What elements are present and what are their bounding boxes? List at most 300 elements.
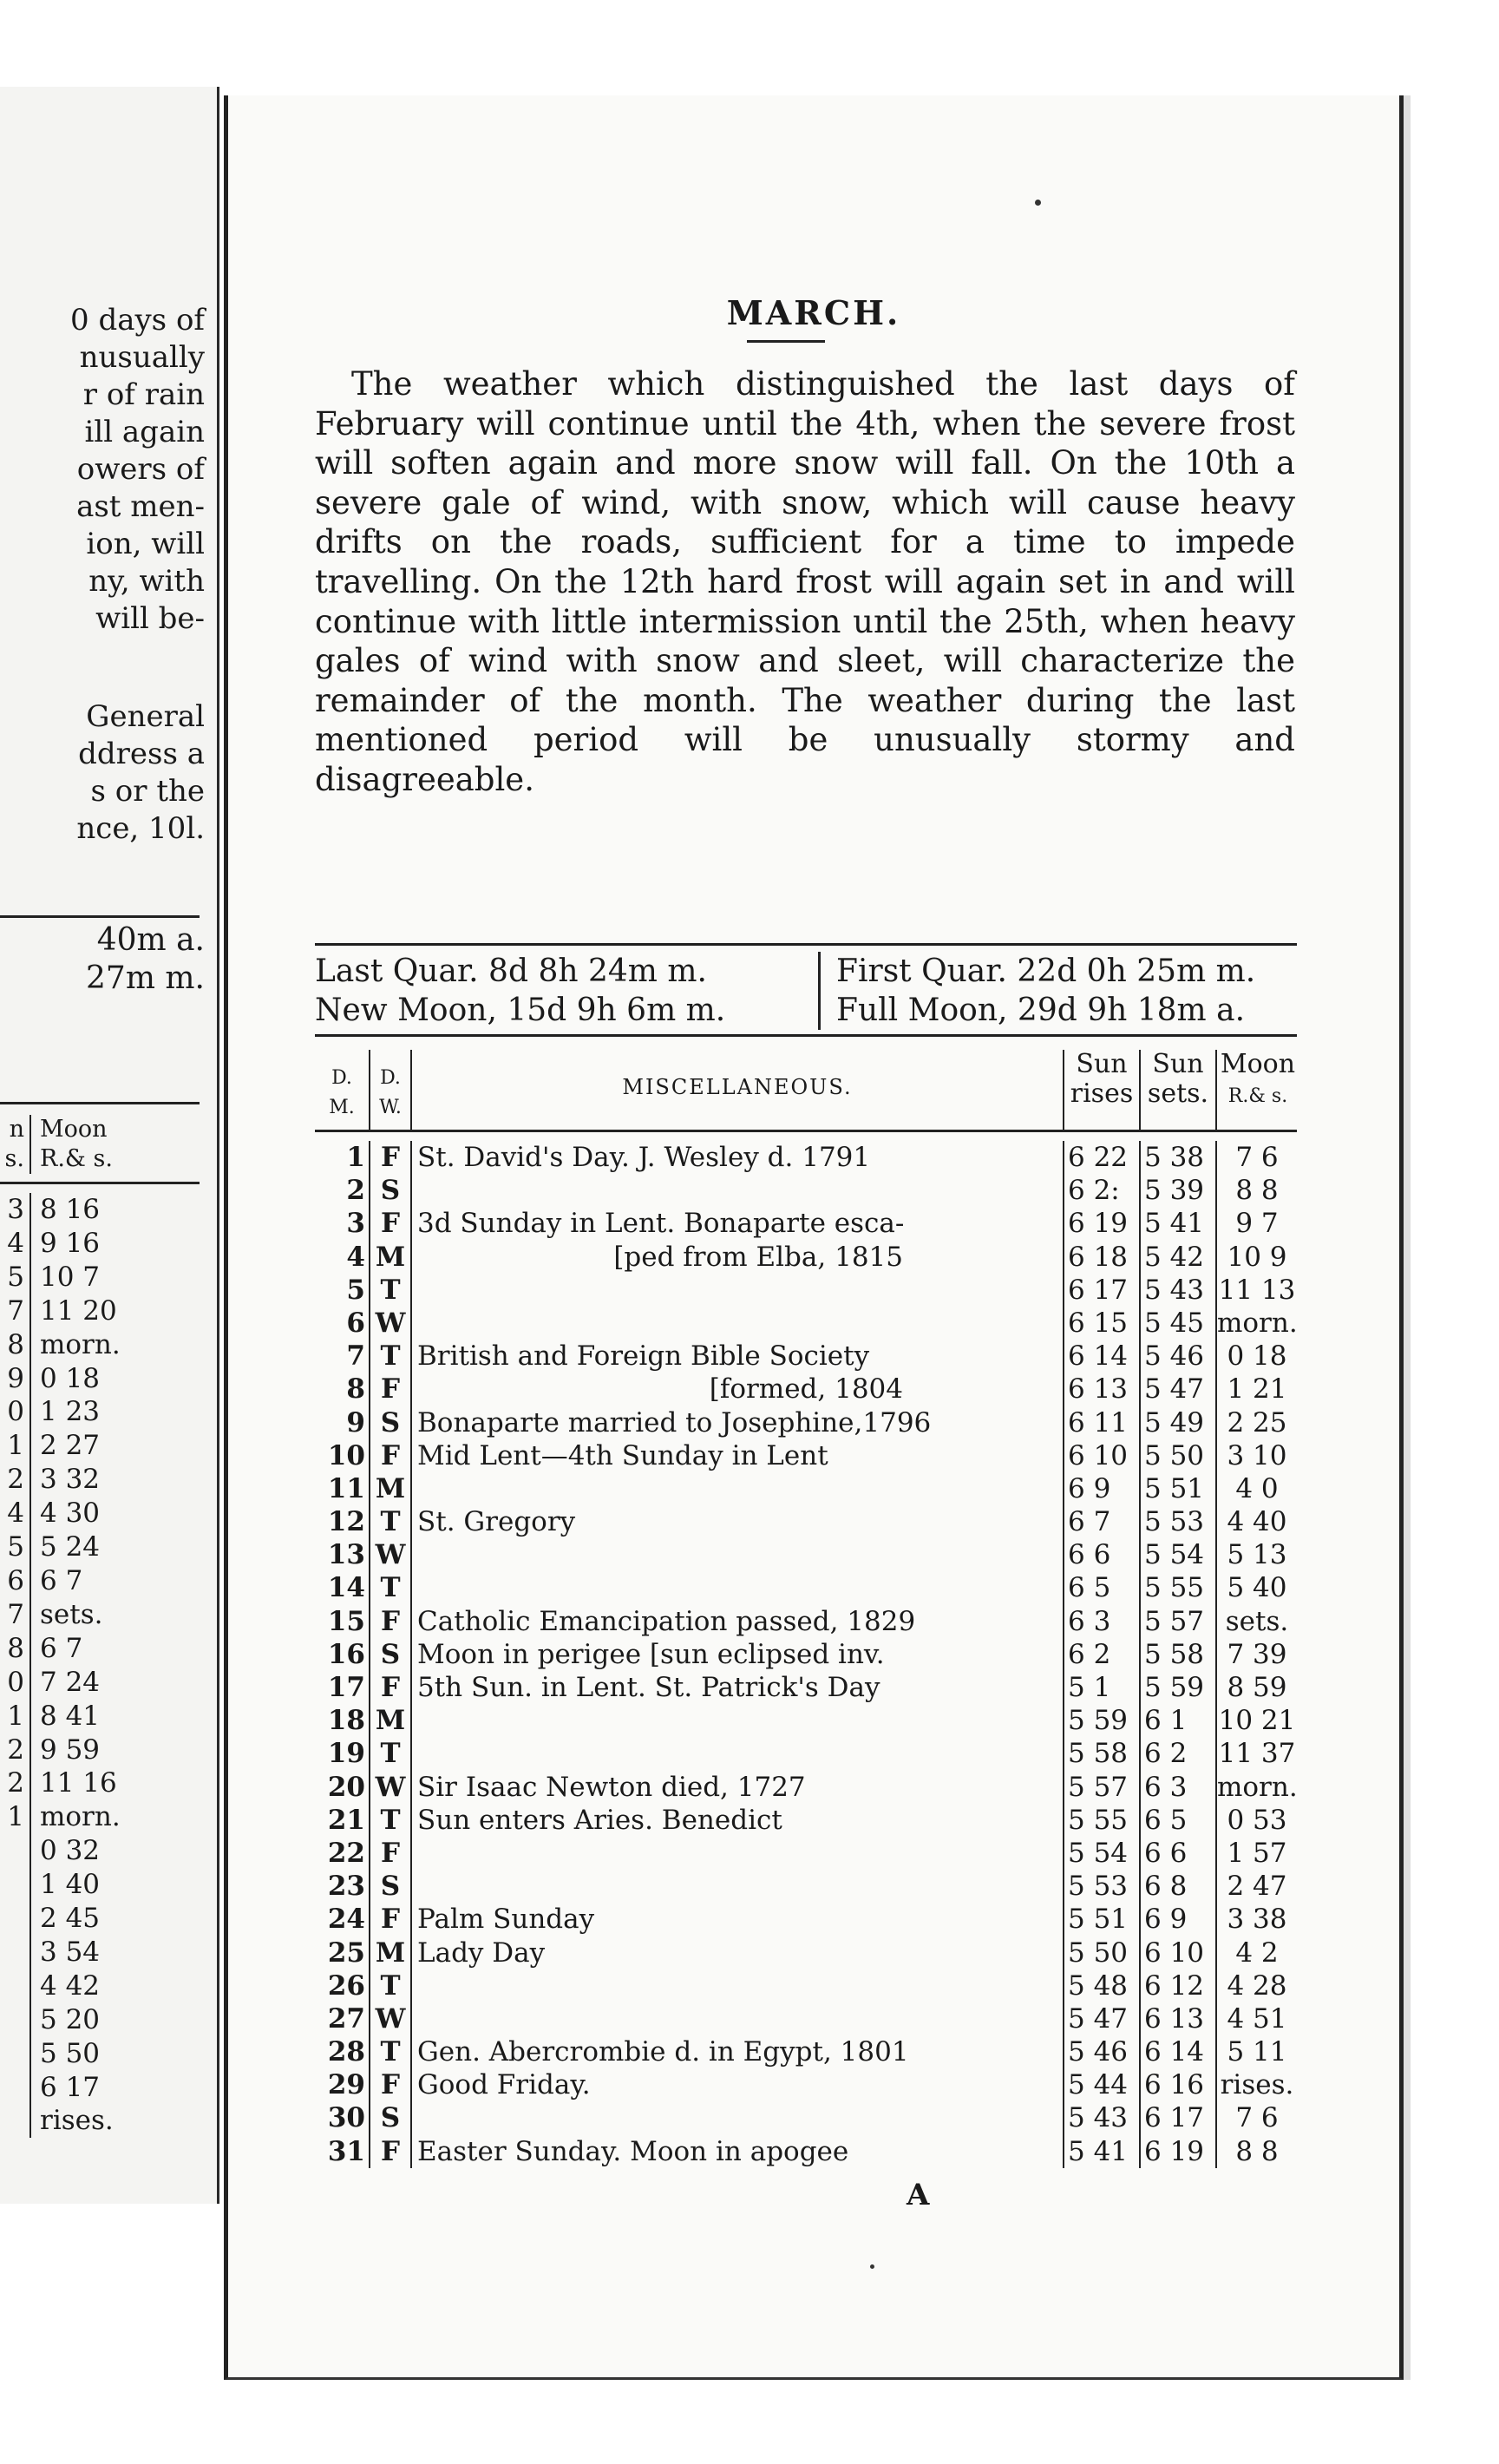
previous-table-row [0, 1902, 217, 1936]
previous-cell: 6 [0, 1564, 31, 1598]
previous-moon-header-2: R.& s. [40, 1145, 113, 1172]
previous-phase-1: 40m a. [96, 922, 205, 958]
previous-table-row [0, 2037, 217, 2071]
day-of-month: 9 [346, 1406, 365, 1438]
sun-rises: 5 44 [1063, 2068, 1137, 2101]
event-text: Good Friday. [417, 2069, 591, 2101]
moon-phases-right [818, 952, 1315, 1030]
moon-top: Moon [1220, 1049, 1296, 1079]
moon-rise-set: 8 59 [1215, 1671, 1297, 1704]
day-of-week-header [369, 1050, 410, 1130]
moon-rise-set: 8 8 [1215, 1174, 1297, 1207]
previous-cell [0, 1936, 31, 1969]
previous-table-row [0, 1564, 217, 1598]
sun-sets: 5 43 [1139, 1274, 1214, 1307]
previous-moon-cell: rises. [40, 2105, 114, 2137]
previous-page-paragraph-2 [0, 698, 205, 848]
table-row [315, 1870, 1297, 1903]
previous-table-row [0, 1463, 217, 1497]
day-of-week: T [369, 1340, 412, 1373]
almanac-table [315, 1050, 1297, 2168]
paper-speck [1035, 200, 1041, 206]
previous-cell: 5 [0, 1261, 31, 1294]
previous-table-row [0, 2003, 217, 2037]
day-of-month: 28 [327, 2036, 365, 2068]
previous-table-row [0, 1362, 217, 1396]
previous-moon-cell: 1 40 [40, 1869, 101, 1901]
day-of-week: M [369, 1241, 412, 1274]
previous-table-row [0, 1261, 217, 1294]
moon-rise-set: 11 13 [1215, 1274, 1297, 1307]
table-row [315, 1903, 1297, 1936]
moon-rise-set: 4 51 [1215, 2002, 1297, 2035]
previous-cell: 5 [0, 1530, 31, 1564]
text-line: 0 days of [70, 303, 205, 337]
day-of-week: T [369, 1969, 412, 2002]
sun-rises-header [1063, 1050, 1139, 1130]
sun-rises: 5 1 [1063, 1671, 1137, 1704]
previous-table-row [0, 1598, 217, 1632]
sun-rises: 5 47 [1063, 2002, 1137, 2035]
previous-cell: 0 [0, 1395, 31, 1429]
text-line: owers of [76, 452, 205, 487]
day-of-month: 25 [327, 1936, 365, 1969]
previous-moon-cell: 0 18 [40, 1362, 101, 1394]
table-row [315, 1571, 1297, 1604]
moon-rise-set: 7 39 [1215, 1638, 1297, 1671]
text-line: General [86, 699, 205, 734]
table-row [315, 1307, 1297, 1340]
previous-moon-cell: 5 24 [40, 1531, 101, 1563]
sun-sets: 5 54 [1139, 1538, 1214, 1571]
previous-table-row [0, 1733, 217, 1767]
text-line: ion, will [86, 527, 205, 561]
previous-moon-header: Moon [40, 1116, 108, 1143]
table-row [315, 1737, 1297, 1770]
sun-rises: 6 2 [1063, 1638, 1137, 1671]
table-header [315, 1050, 1297, 1132]
sun-sets: 6 6 [1139, 1837, 1214, 1870]
moon-rise-set: 1 21 [1215, 1373, 1297, 1406]
previous-table-row [0, 1632, 217, 1666]
sun-rises-bot: rises [1070, 1078, 1134, 1109]
moon-rise-set: 5 40 [1215, 1571, 1297, 1604]
sun-sets: 6 9 [1139, 1903, 1214, 1936]
previous-page-fragment [0, 87, 219, 2204]
previous-moon-cell: 4 30 [40, 1497, 101, 1530]
sun-rises: 5 41 [1063, 2135, 1137, 2168]
text-line: ast men- [76, 489, 205, 524]
day-of-month: 6 [346, 1307, 365, 1339]
table-row [315, 1538, 1297, 1571]
previous-cell: 1 [0, 1800, 31, 1834]
text-line: ny, with [88, 564, 205, 599]
day-of-week: W [369, 1538, 412, 1571]
text-line: nce, 10l. [76, 811, 205, 846]
moon-rise-set: 4 2 [1215, 1936, 1297, 1969]
moon-rise-set: 8 8 [1215, 2135, 1297, 2168]
sun-rises: 6 9 [1063, 1472, 1137, 1505]
sun-rises: 6 3 [1063, 1605, 1137, 1638]
day-of-month-header [315, 1050, 369, 1123]
divider [0, 915, 200, 918]
sun-rises: 6 7 [1063, 1505, 1137, 1538]
weather-forecast: The weather which distinguished the last days of February will continue until the 4th, when the severe frost will soften again and more snow will fall. On the 10th a severe gale of wind, with snow, which will cause heavy drifts on the roads, sufficient for a time to impede travelling. On the 12th hard frost will again set in and will continue with little intermission until the 25th, when heavy gales of wind with snow and sleet, will characterize the remainder of the month. The weather during the last mentioned period will be unusually stormy and disagreeable. [315, 365, 1295, 798]
day-of-week: F [369, 1207, 412, 1240]
event-text: Bonaparte married to Josephine,1796 [417, 1406, 932, 1438]
sun-sets: 5 57 [1139, 1605, 1214, 1638]
previous-cell: 8 [0, 1632, 31, 1666]
event-text: Palm Sunday [417, 1904, 595, 1936]
full-moon: Full Moon, 29d 9h 18m a. [836, 993, 1246, 1028]
previous-moon-cell: 9 16 [40, 1227, 101, 1259]
moon-rise-set: morn. [1217, 1307, 1298, 1339]
table-row [315, 2068, 1297, 2101]
text-line: s or the [90, 774, 205, 809]
moon-rise-set: 1 57 [1215, 1837, 1297, 1870]
event-text: Moon in perigee [sun eclipsed inv. [417, 1638, 885, 1670]
day-of-week: T [369, 1737, 412, 1770]
sun-sets: 5 46 [1139, 1340, 1214, 1373]
sun-rises: 6 5 [1063, 1571, 1137, 1604]
moon-phases-left [315, 952, 801, 1030]
sun-rises: 5 50 [1063, 1936, 1137, 1969]
moon-rise-set: sets. [1215, 1605, 1297, 1638]
previous-phase-2: 27m m. [86, 960, 205, 996]
table-row [315, 1340, 1297, 1373]
phase-bottom-rule [315, 1034, 1297, 1037]
sun-sets: 5 49 [1139, 1406, 1214, 1439]
day-of-month: 1 [346, 1142, 365, 1173]
day-of-month: 19 [327, 1738, 365, 1770]
previous-moon-cell: 8 41 [40, 1700, 101, 1732]
dw-bot: W. [379, 1097, 402, 1118]
sun-sets: 5 50 [1139, 1439, 1214, 1472]
previous-cell: 2 [0, 1733, 31, 1767]
sun-rises: 6 22 [1063, 1141, 1137, 1174]
previous-moon-cell: 6 7 [40, 1632, 83, 1664]
sun-rises: 6 18 [1063, 1241, 1137, 1274]
sun-sets: 5 58 [1139, 1638, 1214, 1671]
sun-sets: 6 12 [1139, 1969, 1214, 2002]
day-of-month: 10 [327, 1439, 365, 1471]
event-text: St. Gregory [417, 1506, 576, 1538]
day-of-month: 8 [346, 1373, 365, 1406]
sun-rises: 6 17 [1063, 1274, 1137, 1307]
table-row [315, 1141, 1297, 1174]
event-text: Sir Isaac Newton died, 1727 [417, 1771, 806, 1803]
table-row [315, 1207, 1297, 1240]
sun-sets: 5 51 [1139, 1472, 1214, 1505]
sun-sets: 6 5 [1139, 1804, 1214, 1837]
previous-table-row [0, 1868, 217, 1902]
previous-moon-cell: 4 42 [40, 1969, 101, 2002]
previous-cell [0, 1902, 31, 1936]
divider [0, 1182, 200, 1184]
day-of-week: F [369, 1373, 412, 1406]
moon-rise-set: 4 28 [1215, 1969, 1297, 2002]
sun-sets: 5 38 [1139, 1141, 1214, 1174]
table-row [315, 1671, 1297, 1704]
previous-cell [0, 2003, 31, 2037]
event-text: Lady Day [417, 1936, 546, 1969]
previous-table-row [0, 1969, 217, 2003]
sun-sets: 5 53 [1139, 1505, 1214, 1538]
previous-table-row [0, 1429, 217, 1463]
table-row [315, 2135, 1297, 2168]
previous-cell [0, 2104, 31, 2138]
previous-table-row [0, 1294, 217, 1328]
sun-sets: 5 39 [1139, 1174, 1214, 1207]
day-of-week: T [369, 1505, 412, 1538]
moon-rise-set: rises. [1215, 2068, 1297, 2101]
almanac-page [224, 95, 1404, 2380]
day-of-month: 13 [327, 1539, 365, 1571]
day-of-week: W [369, 1307, 412, 1340]
sun-sets: 6 2 [1139, 1737, 1214, 1770]
day-of-week: F [369, 1837, 412, 1870]
day-of-week: F [369, 2135, 412, 2168]
dm-bot: M. [329, 1097, 355, 1118]
day-of-month: 26 [327, 1969, 365, 2002]
table-row [315, 1472, 1297, 1505]
moon-rise-set: 0 53 [1215, 1804, 1297, 1837]
day-of-week: T [369, 2035, 412, 2068]
table-row [315, 1804, 1297, 1837]
dm-top: D. [331, 1067, 352, 1089]
day-of-month: 23 [327, 1871, 365, 1903]
sun-sets-bot: sets. [1147, 1078, 1209, 1109]
sun-sets: 6 14 [1139, 2035, 1214, 2068]
day-of-week: F [369, 2068, 412, 2101]
previous-table-row [0, 2071, 217, 2105]
previous-cell: 7 [0, 1294, 31, 1328]
previous-cell [0, 2071, 31, 2105]
sun-rises: 6 15 [1063, 1307, 1137, 1340]
previous-cell [0, 1868, 31, 1902]
previous-moon-cell: 5 20 [40, 2003, 101, 2035]
day-of-week: T [369, 1804, 412, 1837]
event-text: 3d Sunday in Lent. Bonaparte esca- [417, 1208, 905, 1240]
previous-table-row [0, 1193, 217, 1227]
day-of-month: 7 [346, 1340, 365, 1373]
previous-page-paragraph [0, 302, 205, 638]
moon-rise-set: 10 21 [1215, 1704, 1297, 1737]
text-line: ddress a [78, 737, 205, 771]
sun-rises: 5 43 [1063, 2101, 1137, 2134]
previous-cell [0, 1969, 31, 2003]
paper-speck [870, 2264, 874, 2269]
previous-table-row [0, 1936, 217, 1969]
previous-table-row [0, 2104, 217, 2138]
previous-moon-cell: 7 24 [40, 1666, 101, 1698]
sun-rises: 5 59 [1063, 1704, 1137, 1737]
sun-sets: 6 1 [1139, 1704, 1214, 1737]
sun-sets-header [1139, 1050, 1215, 1130]
previous-moon-cell: 6 7 [40, 1564, 83, 1596]
table-row [315, 2101, 1297, 2134]
sun-sets: 5 59 [1139, 1671, 1214, 1704]
event-text: Catholic Emancipation passed, 1829 [417, 1605, 916, 1637]
last-quarter: Last Quar. 8d 8h 24m m. [315, 953, 707, 989]
miscellaneous-header: MISCELLANEOUS. [410, 1050, 1063, 1130]
previous-cell: 1 [0, 1429, 31, 1463]
sun-rises: 5 54 [1063, 1837, 1137, 1870]
previous-col-header: n [0, 1115, 31, 1144]
moon-rise-set: 3 38 [1215, 1903, 1297, 1936]
day-of-month: 15 [327, 1605, 365, 1637]
sun-rises: 5 55 [1063, 1804, 1137, 1837]
day-of-week: S [369, 1174, 412, 1207]
day-of-month: 24 [327, 1904, 365, 1936]
day-of-month: 4 [346, 1241, 365, 1273]
event-text: Gen. Abercrombie d. in Egypt, 1801 [417, 2036, 909, 2068]
previous-table-row [0, 1834, 217, 1868]
day-of-month: 30 [327, 2102, 365, 2134]
moon-rise-set: 7 6 [1215, 1141, 1297, 1174]
day-of-week: S [369, 1406, 412, 1439]
previous-cell: 9 [0, 1362, 31, 1396]
text-line: ill again [84, 415, 205, 449]
table-row [315, 1505, 1297, 1538]
day-of-month: 29 [327, 2069, 365, 2101]
sun-rises: 5 58 [1063, 1737, 1137, 1770]
day-of-week: S [369, 2101, 412, 2134]
moon-rise-set: 4 40 [1215, 1505, 1297, 1538]
table-row [315, 1373, 1297, 1406]
sun-rises: 5 53 [1063, 1870, 1137, 1903]
title-rule [747, 340, 825, 343]
event-text: Sun enters Aries. Benedict [417, 1804, 782, 1836]
day-of-week: S [369, 1870, 412, 1903]
moon-rise-set: 7 6 [1215, 2101, 1297, 2134]
moon-rise-set: 0 18 [1215, 1340, 1297, 1373]
day-of-week: F [369, 1439, 412, 1472]
sun-sets: 6 13 [1139, 2002, 1214, 2035]
previous-moon-cell: 11 16 [40, 1767, 117, 1799]
table-row [315, 1174, 1297, 1207]
previous-moon-cell: sets. [40, 1598, 103, 1630]
day-of-week: F [369, 1671, 412, 1704]
sun-rises: 6 11 [1063, 1406, 1137, 1439]
previous-cell: 7 [0, 1598, 31, 1632]
dw-top: D. [380, 1067, 401, 1089]
previous-moon-cell: 11 20 [40, 1294, 117, 1327]
event-text: [formed, 1804 [709, 1373, 903, 1406]
previous-cell: 1 [0, 1700, 31, 1733]
previous-col-header-2: s. [0, 1144, 31, 1174]
previous-table-row [0, 1328, 217, 1362]
table-row [315, 1704, 1297, 1737]
moon-rise-set: 9 7 [1215, 1207, 1297, 1240]
day-of-month: 31 [327, 2135, 365, 2167]
table-row [315, 1936, 1297, 1969]
text-line: nusually [79, 340, 205, 375]
table-row [315, 1771, 1297, 1804]
previous-moon-cell: 2 27 [40, 1430, 101, 1462]
event-text: 5th Sun. in Lent. St. Patrick's Day [417, 1672, 880, 1703]
previous-table-row [0, 1766, 217, 1800]
first-quarter: First Quar. 22d 0h 25m m. [836, 953, 1256, 989]
previous-table-rows [0, 1193, 217, 2138]
day-of-month: 22 [327, 1837, 365, 1869]
sun-sets: 6 17 [1139, 2101, 1214, 2134]
previous-moon-cell: 3 32 [40, 1464, 101, 1496]
moon-rise-set: 3 10 [1215, 1439, 1297, 1472]
signature-mark: A [907, 2178, 930, 2212]
sun-sets: 6 16 [1139, 2068, 1214, 2101]
text-line: will be- [95, 601, 205, 636]
moon-rise-set: 11 37 [1215, 1737, 1297, 1770]
table-row [315, 1406, 1297, 1439]
event-text: British and Foreign Bible Society [417, 1340, 870, 1373]
day-of-week: M [369, 1936, 412, 1969]
previous-moon-cell: 1 23 [40, 1396, 101, 1428]
day-of-month: 5 [346, 1274, 365, 1306]
day-of-week: W [369, 2002, 412, 2035]
previous-table-row [0, 1530, 217, 1564]
sun-sets: 6 3 [1139, 1771, 1214, 1804]
day-of-week: T [369, 1274, 412, 1307]
previous-table-row [0, 1800, 217, 1834]
sun-rises: 6 10 [1063, 1439, 1137, 1472]
previous-table-row [0, 1666, 217, 1700]
table-row [315, 1605, 1297, 1638]
sun-rises: 5 57 [1063, 1771, 1137, 1804]
table-row [315, 1241, 1297, 1274]
day-of-week: W [369, 1771, 412, 1804]
table-row [315, 2002, 1297, 2035]
day-of-month: 12 [327, 1506, 365, 1538]
previous-moon-cell: 5 50 [40, 2037, 101, 2069]
previous-table-header [0, 1115, 217, 1174]
table-row [315, 1274, 1297, 1307]
text-line: r of rain [82, 377, 205, 412]
moon-rise-set: 5 11 [1215, 2035, 1297, 2068]
moon-rise-set: 5 13 [1215, 1538, 1297, 1571]
previous-table-row [0, 1227, 217, 1261]
previous-moon-cell: 0 32 [40, 1835, 101, 1867]
phase-top-rule [315, 943, 1297, 946]
previous-cell: 4 [0, 1497, 31, 1530]
table-row [315, 1638, 1297, 1671]
moon-bot: R.& s. [1227, 1085, 1288, 1107]
table-row [315, 1439, 1297, 1472]
previous-moon-cell: 2 45 [40, 1903, 101, 1935]
sun-rises: 6 13 [1063, 1373, 1137, 1406]
table-body [315, 1141, 1297, 2168]
sun-sets: 6 19 [1139, 2135, 1214, 2168]
sun-sets: 5 41 [1139, 1207, 1214, 1240]
day-of-month: 21 [327, 1804, 365, 1836]
event-text: St. David's Day. J. Wesley d. 1791 [417, 1142, 871, 1173]
sun-sets: 5 42 [1139, 1241, 1214, 1274]
previous-cell: 4 [0, 1227, 31, 1261]
previous-table-row [0, 1497, 217, 1530]
new-moon: New Moon, 15d 9h 6m m. [315, 993, 726, 1028]
day-of-month: 11 [327, 1472, 365, 1504]
day-of-month: 14 [327, 1572, 365, 1604]
day-of-month: 16 [327, 1638, 365, 1670]
sun-sets: 5 47 [1139, 1373, 1214, 1406]
previous-table-row [0, 1395, 217, 1429]
previous-cell: 8 [0, 1328, 31, 1362]
event-text: [ped from Elba, 1815 [613, 1241, 903, 1273]
sun-rises: 5 48 [1063, 1969, 1137, 2002]
previous-table-row [0, 1700, 217, 1733]
previous-cell: 3 [0, 1193, 31, 1227]
table-row [315, 2035, 1297, 2068]
